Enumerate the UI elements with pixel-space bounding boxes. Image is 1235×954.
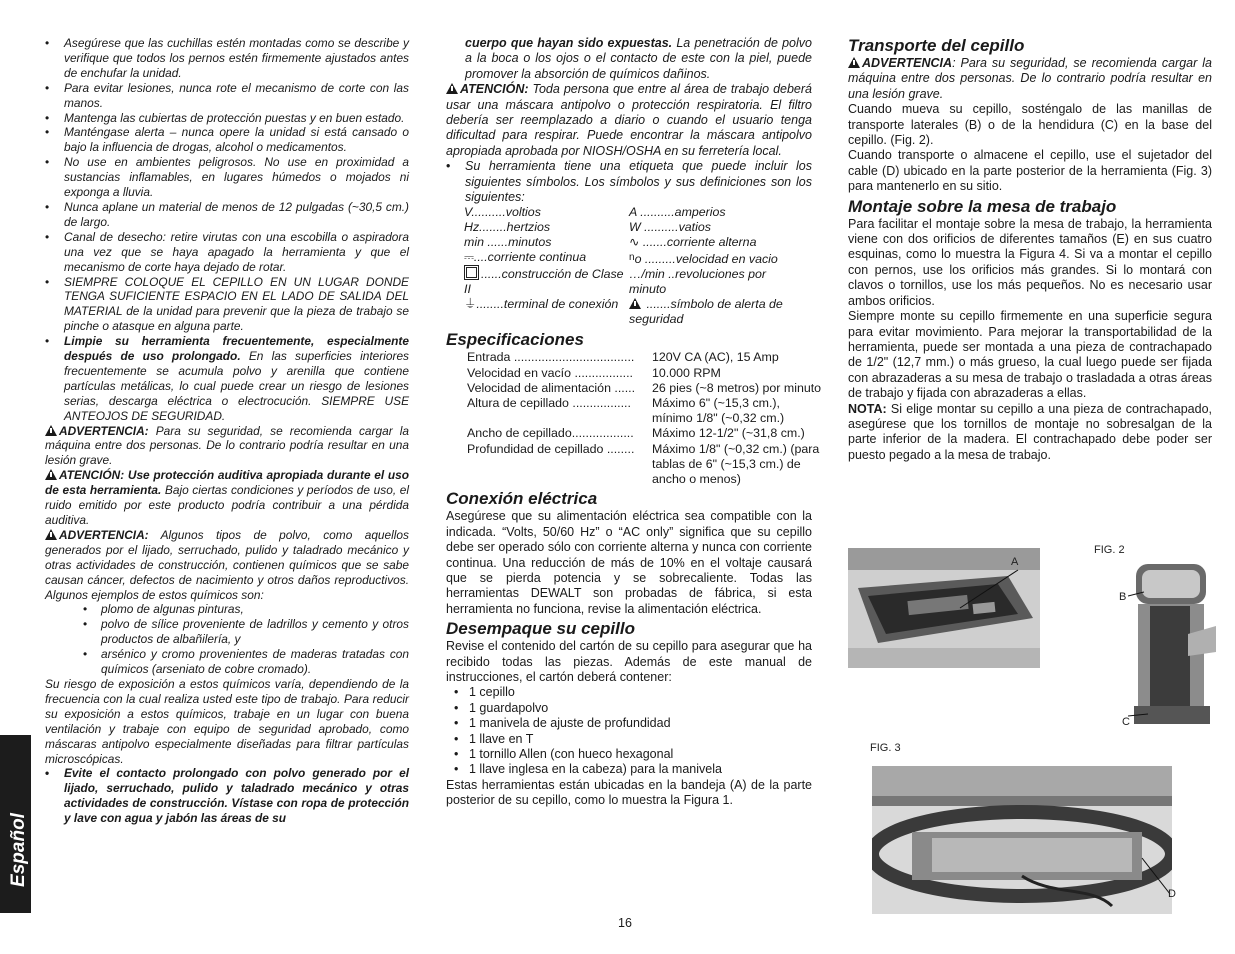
language-tab: [0, 735, 31, 913]
list-item: • Para evitar lesiones, nunca rote el mecanismo de corte con las manos.: [45, 81, 409, 111]
dc-current-icon: ⎓: [464, 250, 474, 265]
spec-value: 26 pies (~8 metros) por minuto: [652, 380, 822, 395]
exposure-paragraph: Su riesgo de exposición a estos químicos varía, dependiendo de la frecuencia con la cual realiza usted este tipo de trabajo. Para reducir su exposición a estos químicos, trabaje en un lugar con buena ventilación y trabaje con equipo de seguridad aprobado, como máscaras antipolvo especialmente diseñadas para filtrar partículas microscópicas.: [45, 676, 409, 766]
list-item: • 1 manivela de ajuste de profundidad: [446, 716, 812, 731]
ac-wave-icon: ∿: [629, 235, 640, 250]
callout-c: C: [1122, 716, 1130, 728]
warning-text: Para su seguridad, se recomienda cargar la máquina entre dos personas. De lo contrario podría resultar en una lesión grave.: [45, 423, 409, 468]
symbol-text: ....corriente continua: [473, 250, 587, 265]
label-bullet: [446, 159, 812, 205]
note-paragraph: [848, 402, 1212, 464]
warning-triangle-icon: [848, 57, 860, 68]
warning-label: ADVERTENCIA:: [59, 423, 149, 438]
spec-label: Entrada ...................................: [467, 350, 635, 365]
warning-triangle-icon: [45, 469, 57, 480]
symbol-entry: W ..........vatios: [629, 220, 711, 235]
spec-value: Máximo 1/8" (~0,32 cm.) (para tablas de 6" (~15,3 cm.) de ancho o menos): [652, 441, 820, 487]
symbol-entry: Hz........hertzios: [464, 220, 551, 235]
continued-paragraph: [446, 36, 812, 82]
spec-label: Velocidad de alimentación ......: [467, 380, 636, 395]
fig2-image: [1128, 556, 1216, 731]
caution-label: ATENCIÓN: Use protección auditiva apropiada durante el uso de esta herramienta.: [45, 468, 409, 498]
warning-label: ADVERTENCIA:: [59, 527, 149, 542]
list-item: • plomo de algunas pinturas,: [83, 602, 409, 617]
unpack-tail-paragraph: Estas herramientas están ubicadas en la bandeja (A) de la parte posterior de su cepillo, como lo muestra la Figura 1.: [446, 777, 812, 808]
fig3-label: FIG. 3: [870, 742, 901, 754]
symbol-text: ........terminal de conexión: [476, 297, 619, 312]
evite-bullet: [45, 766, 409, 826]
caution-paragraph: [45, 468, 409, 528]
list-item: • 1 tornillo Allen (con hueco hexagonal: [446, 747, 812, 762]
list-item: • Asegúrese que las cuchillas estén montadas como se describe y verifique que todos los pernos estén firmemente ajustados antes de enchufar la unidad.: [45, 36, 409, 81]
caution-text: Toda persona que entre al área de trabajo deberá usar una máscara antipolvo o protección respiratoria. El filtro debería ser reemplazado a diario o cuando el usuario tenga dificultad para respirar. Puede encontrar la máscara antipolvo apropiada aprobada por NIOSH/OSHA en su ferretería local.: [446, 82, 812, 158]
spec-label: Ancho de cepillado..................: [467, 426, 634, 441]
bold-text: cuerpo que hayan sido expuestas.: [465, 36, 673, 50]
warning-triangle-icon: [446, 83, 458, 94]
warning-text: Algunos tipos de polvo, como aquellos generados por el lijado, serruchado, pulido y taladrado mecánico y otras actividades de construcción, contienen químicos que se sabe causan cáncer, defectos de nacimiento y otros daños reproductivos. Algunos ejemplos de estos químicos son:: [45, 527, 409, 602]
symbols-table: [446, 205, 812, 327]
list-item: • 1 guardapolvo: [446, 701, 812, 716]
language-tab-label: Español: [7, 813, 29, 887]
caution-paragraph: [446, 82, 812, 159]
column-2: [446, 36, 822, 809]
no-load-speed-icon: n: [629, 252, 635, 264]
list-item: • No use en ambientes peligrosos. No use en proximidad a sustancias inflamables, en lugares húmedos o mojados ni exponga a lluvia.: [45, 155, 409, 200]
symbol-entry: …/min ..revoluciones por minuto: [629, 267, 767, 297]
spec-label: Velocidad en vacío .................: [467, 365, 633, 380]
list-item: • 1 llave inglesa en la cabeza) para la manivela: [446, 762, 812, 777]
ground-terminal-icon: ⏚: [464, 297, 477, 312]
list-item: • Manténgase alerta – nunca opere la unidad si está cansado o bajo la influencia de drogas, alcohol o medicamentos.: [45, 125, 409, 155]
symbol-text: ......construcción de Clase II: [464, 267, 624, 297]
column-1: [45, 36, 409, 826]
symbol-entry: min ......minutos: [464, 235, 552, 250]
list-item: • Evite el contacto prolongado con polvo generado por el lijado, serruchado, pulido y taladrado mecánico y otras actividades de construcción. Vístase con ropa de protección y lave con agua y jabón las áreas de su: [45, 766, 409, 826]
column-3: [848, 36, 1212, 463]
symbol-entry: [464, 267, 629, 297]
transport-paragraph: Cuando mueva su cepillo, sosténgalo de las manillas de transporte laterales (B) o de la hendidura (C) en la base del cepillo. (Fig. 2).: [848, 102, 1212, 148]
symbol-entry: [629, 297, 799, 327]
symbol-entry: [464, 250, 629, 267]
list-item: [45, 334, 409, 423]
symbol-text: .......corriente alterna: [639, 235, 757, 250]
transport-paragraph: Cuando transporte o almacene el cepillo, use el sujetador del cable (D) ubicado en la parte posterior de la herramienta (Fig. 3) para mantenerlo en su sitio.: [848, 148, 1212, 194]
list-item: • 1 llave en T: [446, 732, 812, 747]
spec-label: Altura de cepillado .................: [467, 396, 631, 411]
note-label: NOTA:: [848, 401, 887, 416]
list-item: [45, 275, 409, 335]
contents-list: [446, 685, 812, 777]
paragraph-text: La penetración de polvo a la boca o los ojos o el contacto de este con la piel, puede promover la absorción de químicos dañinos.: [465, 36, 812, 81]
safety-bullets: [45, 36, 409, 424]
spec-value: Máximo 12-1/2" (~31,8 cm.): [652, 426, 805, 441]
class-ii-icon: [466, 267, 477, 278]
callout-a: A: [1011, 556, 1019, 568]
chemicals-list: [45, 602, 409, 677]
mount-paragraph: Para facilitar el montaje sobre la mesa de trabajo, la herramienta viene con dos orificios de diferentes tamaños (E) en sus cuatro esquinas, como lo muestra la Figura 4. Si va a montar el cepillo con pernos, use los orificios más grandes. Si lo montará con clavos o tornillos, use los más pequeños. No es necesario usar ambos orificios.: [848, 216, 1212, 308]
spec-value: Máximo 6" (~15,3 cm.), mínimo 1/8" (~0,32 cm.): [652, 396, 785, 426]
section-heading: Transporte del cepillo: [848, 36, 1025, 55]
section-heading: Montaje sobre la mesa de trabajo: [848, 196, 1117, 216]
caution-text: Bajo ciertas condiciones y períodos de uso, el ruido emitido por este producto podría contribuir a una pérdida auditiva.: [45, 483, 409, 527]
spec-label: Profundidad de cepillado ........: [467, 441, 635, 456]
callout-d: D: [1168, 888, 1176, 900]
specs-table: [446, 350, 822, 487]
electrical-paragraph: Asegúrese que su alimentación eléctrica sea compatible con la indicada. “Volts, 50/60 Hz” o “AC only” significa que su cepillo debe ser operado sólo con corriente alterna y nunca con corriente continua. Una reducción de más de 10% en el voltaje causará que se pierda potencia y se sobrecaliente. Todas las herramientas DEWALT son probadas de fábrica, si esta herramienta no funciona, revise la alimentación eléctrica.: [446, 509, 812, 616]
mount-paragraph: Siempre monte su cepillo firmemente en una superficie segura para evitar movimiento. Para mejorar la transportabilidad de la herramienta, puede ser montada a una pieza de contrachapado de 1/2" (12,7 mm.) o más grueso, la cual luego puede ser fijada con abrazaderas a su mesa de trabajo o trasladada a otras áreas de trabajo y fijada con abrazaderas a ellas.: [848, 309, 1212, 401]
list-text: de la unidad para prevenir que la pieza de trabajo se pinche o atasque en alguna parte.: [64, 304, 409, 334]
planer-cord-wrap-illustration: [872, 766, 1172, 914]
fig2-label: FIG. 2: [1094, 544, 1125, 556]
symbol-entry: V..........voltios: [464, 205, 541, 220]
symbol-entry: [629, 235, 799, 250]
warning-paragraph: [848, 56, 1212, 102]
fig3-image: [872, 766, 1172, 914]
section-heading: Desempaque su cepillo: [446, 619, 635, 639]
list-text: En las superficies interiores frecuentemente se acumula polvo y arenilla que contiene partículas metálicas, lo cual puede crear un riesgo de lesiones serias, descarga eléctrica o electrocución. SIEMPRE USE ANTEOJOS DE SEGURIDAD.: [64, 349, 410, 423]
warning-triangle-icon: [45, 529, 57, 540]
warning-paragraph: [45, 528, 409, 603]
list-item: • arsénico y cromo provenientes de maderas tratadas con químicos (arseniato de cobre cromado).: [83, 647, 409, 677]
list-item: • Nunca aplane un material de menos de 12 pulgadas (~30,5 cm.) de largo.: [45, 200, 409, 230]
symbol-text: .......símbolo de alerta de seguridad: [629, 297, 783, 327]
warning-label: ADVERTENCIA: [862, 56, 953, 70]
warning-text: : Para su seguridad, se recomienda cargar la máquina entre dos personas. De lo contrario podría resultar en una lesión grave.: [848, 56, 1212, 101]
spec-value: 10.000 RPM: [652, 365, 721, 380]
planer-handles-illustration: [1128, 556, 1216, 731]
caps-text: SIEMPRE COLOQUE EL CEPILLO EN UN LUGAR DONDE TENGA SUFICIENTE ESPACIO EN EL LADO DE SALIDA DEL MATERIAL: [64, 274, 409, 319]
page-number: 16: [618, 916, 632, 930]
section-heading: Especificaciones: [446, 330, 584, 350]
list-item: • 1 cepillo: [446, 685, 812, 700]
list-item: • Canal de desecho: retire virutas con una escobilla o aspiradora una vez que se haya apagado la herramienta y que el mecanismo de corte haya dejado de rotar.: [45, 230, 409, 275]
list-item: • Mantenga las cubiertas de protección puestas y en buen estado.: [45, 111, 409, 126]
spec-value: 120V CA (AC), 15 Amp: [652, 350, 779, 365]
list-item: • Su herramienta tiene una etiqueta que puede incluir los siguientes símbolos. Los símbolos y sus definiciones son los siguientes:: [446, 159, 812, 205]
list-item: • polvo de sílice proveniente de ladrillos y cemento y otros productos de albañilería, y: [83, 617, 409, 647]
note-text: Si elige montar su cepillo a una pieza de contrachapado, asegúrese que los tornillos de montaje no sobresalgan de la parte inferior de la madera. El contrachapado debe poder ser puesto pegado a la mesa de trabajo.: [848, 401, 1212, 462]
symbol-text: o .........velocidad en vacio: [634, 252, 778, 267]
warning-paragraph: [45, 424, 409, 469]
warning-triangle-icon: [45, 425, 57, 436]
unpack-paragraph: Revise el contenido del cartón de su cepillo para asegurar que ha recibido todas las piezas. Además de este manual de instrucciones, el cartón deberá contener:: [446, 639, 812, 684]
warning-triangle-icon: [629, 298, 641, 309]
symbol-entry: [464, 297, 629, 327]
section-heading: Conexión eléctrica: [446, 489, 598, 509]
symbol-entry: A ..........amperios: [629, 205, 726, 220]
caution-label: ATENCIÓN:: [460, 82, 529, 97]
symbol-entry: [629, 250, 799, 267]
bold-text: Limpie su herramienta frecuentemente, especialmente después de uso prolongado.: [64, 334, 409, 364]
callout-b: B: [1119, 591, 1127, 603]
